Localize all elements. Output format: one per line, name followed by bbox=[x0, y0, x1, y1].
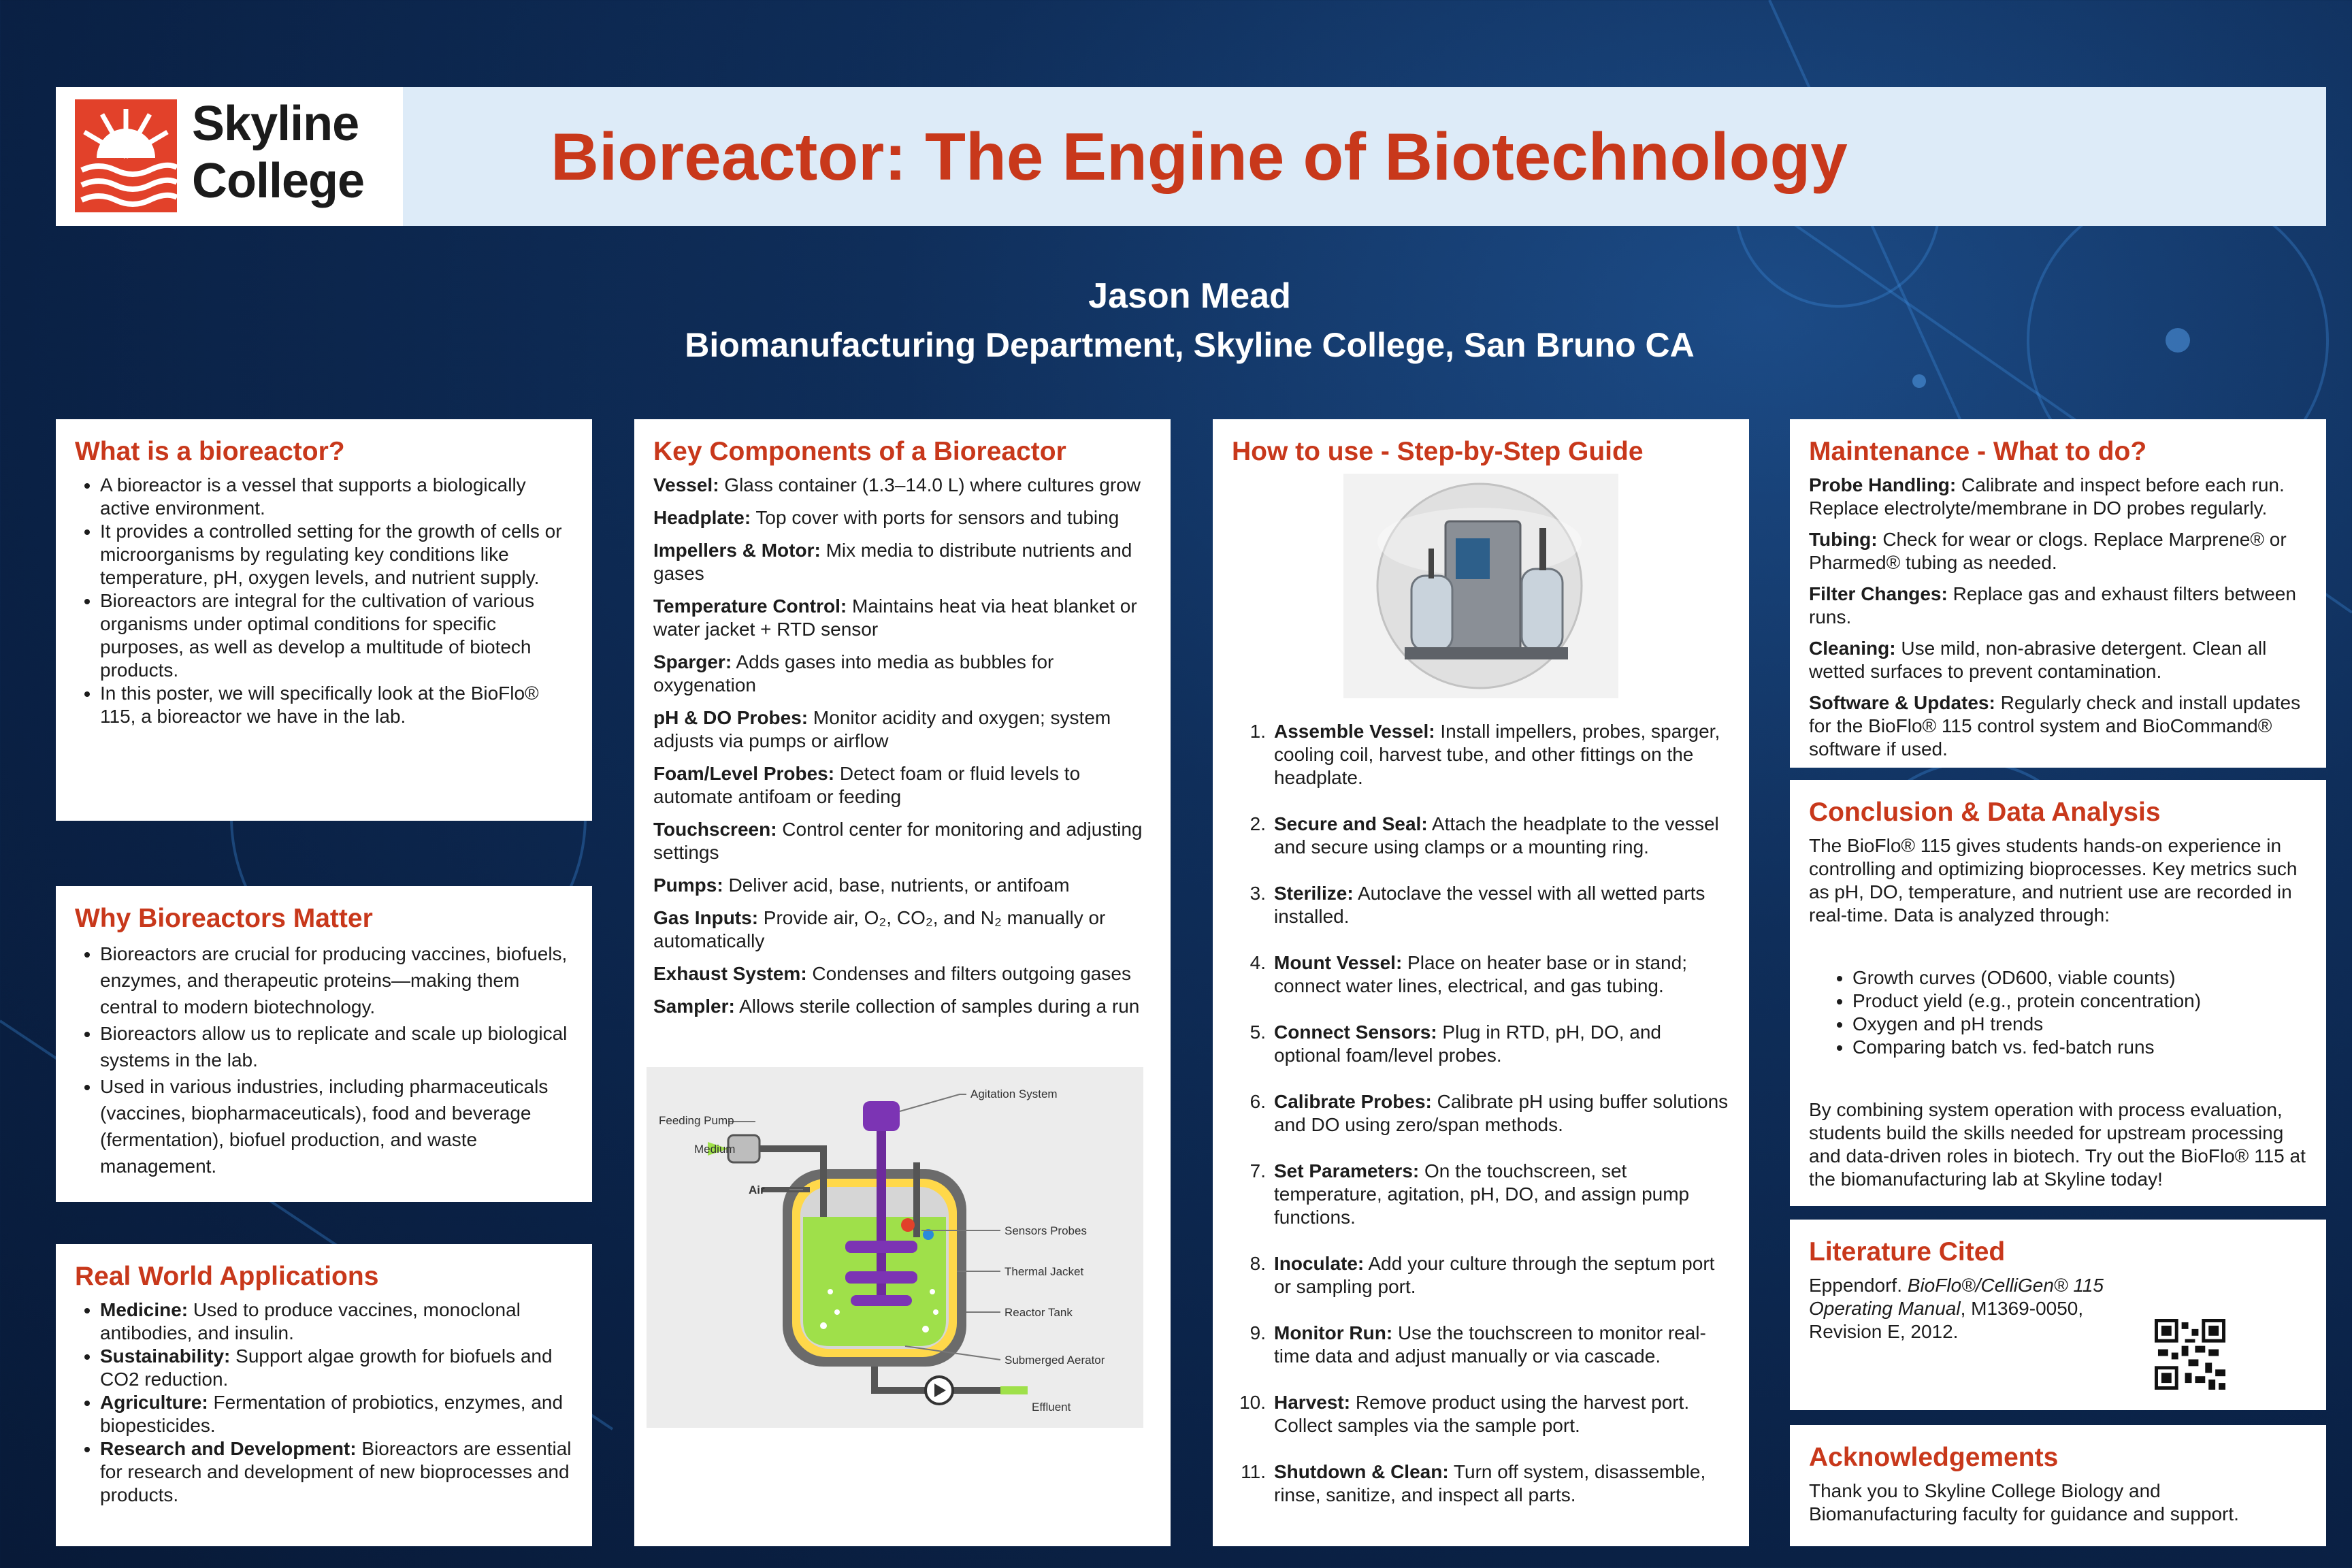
poster-title: Bioreactor: The Engine of Biotechnology bbox=[551, 118, 1848, 194]
component-item bbox=[653, 995, 1152, 1018]
acknowledgements-text: Thank you to Skyline College Biology and Biomanufacturing faculty for guidance and support. bbox=[1809, 1480, 2239, 1524]
term-text: Mix media to distribute nutrients and gases bbox=[653, 540, 1132, 584]
step-term: Monitor Run: bbox=[1274, 1322, 1393, 1343]
conclusion-panel bbox=[1790, 780, 2326, 1206]
step-text: Attach the headplate to the vessel and secure using clamps or a mounting ring. bbox=[1274, 813, 1719, 858]
list-item bbox=[100, 1298, 573, 1345]
conclusion-list bbox=[1809, 966, 2307, 1059]
step-number: 6. bbox=[1250, 1091, 1266, 1112]
conclusion-outro: By combining system operation with process evaluation, students build the skills needed for upstream processing and data-driven roles in biotech. Try out the BioFlo® 115 at the biomanufacturing lab at Skyline today! bbox=[1809, 1099, 2306, 1190]
term-text: Adds gases into media as bubbles for oxygenation bbox=[653, 651, 1054, 696]
label-feeding-pump: Feeding Pump bbox=[659, 1114, 734, 1127]
why-matter-list bbox=[75, 941, 573, 1179]
step-term: Shutdown & Clean: bbox=[1274, 1461, 1449, 1482]
step-number: 4. bbox=[1250, 952, 1266, 973]
component-item bbox=[653, 706, 1152, 753]
step-item bbox=[1232, 1021, 1730, 1067]
bioflo-device-photo bbox=[1343, 474, 1618, 698]
step-term: Connect Sensors: bbox=[1274, 1022, 1437, 1043]
list-item bbox=[100, 1345, 573, 1391]
applications-heading: Real World Applications bbox=[75, 1262, 379, 1291]
label-agitation: Agitation System bbox=[970, 1088, 1058, 1100]
term: Foam/Level Probes: bbox=[653, 763, 835, 784]
term-text: Deliver acid, base, nutrients, or antifoam bbox=[723, 875, 1070, 896]
step-text: Place on heater base or in stand; connect water lines, electrical, and gas tubing. bbox=[1274, 952, 1687, 996]
step-item bbox=[1232, 882, 1730, 928]
citation-details: , M1369-0050, Revision E, 2012. bbox=[1809, 1298, 2084, 1342]
step-term: Mount Vessel: bbox=[1274, 952, 1403, 973]
maintenance-item bbox=[1809, 637, 2307, 683]
label-air: Air bbox=[749, 1183, 765, 1196]
list-item: • In this poster, we will specifically look at the BioFlo® 115, a bioreactor we have in the lab. bbox=[100, 682, 573, 728]
term: Touchscreen: bbox=[653, 819, 777, 840]
how-to-heading: How to use - Step-by-Step Guide bbox=[1232, 437, 1644, 466]
step-term: Inoculate: bbox=[1274, 1253, 1365, 1274]
step-term: Sterilize: bbox=[1274, 883, 1354, 904]
step-number: 9. bbox=[1250, 1322, 1266, 1343]
term-text: Glass container (1.3–14.0 L) where cultures grow bbox=[719, 474, 1141, 495]
term: Headplate: bbox=[653, 507, 751, 528]
component-item bbox=[653, 506, 1152, 529]
term: Probe Handling: bbox=[1809, 474, 1957, 495]
maintenance-item bbox=[1809, 691, 2307, 761]
component-item bbox=[653, 906, 1152, 953]
maintenance-panel bbox=[1790, 419, 2326, 768]
list-item bbox=[100, 1437, 573, 1507]
list-item: • Comparing batch vs. fed-batch runs bbox=[1852, 1036, 2307, 1059]
what-is-list bbox=[75, 474, 573, 728]
step-item bbox=[1232, 1090, 1730, 1137]
step-item bbox=[1232, 1252, 1730, 1298]
step-term: Set Parameters: bbox=[1274, 1160, 1420, 1181]
term: Pumps: bbox=[653, 875, 723, 896]
step-term: Harvest: bbox=[1274, 1392, 1351, 1413]
list-item: • Bioreactors are integral for the cultivation of various organisms under optimal conditions for specific purposes, as well as develop a multitude of biotech products. bbox=[100, 589, 573, 682]
author-affiliation: Biomanufacturing Department, Skyline College, San Bruno CA bbox=[685, 326, 1695, 364]
list-item: • Bioreactors are crucial for producing vaccines, biofuels, enzymes, and therapeutic proteins—making them central to modern biotechnology. bbox=[100, 941, 573, 1020]
acknowledgements-panel bbox=[1790, 1425, 2326, 1546]
step-term: Secure and Seal: bbox=[1274, 813, 1428, 834]
step-number: 10. bbox=[1239, 1392, 1266, 1413]
term-text: Support algae growth for biofuels and CO2 reduction. bbox=[100, 1345, 553, 1390]
sunrise-logo-icon bbox=[75, 99, 177, 212]
conclusion-heading: Conclusion & Data Analysis bbox=[1809, 798, 2161, 827]
term: Sampler: bbox=[653, 996, 735, 1017]
maintenance-item bbox=[1809, 474, 2307, 520]
step-number: 2. bbox=[1250, 813, 1266, 834]
applications-panel bbox=[56, 1244, 592, 1546]
step-item bbox=[1232, 1322, 1730, 1368]
term-text: Provide air, O₂, CO₂, and N₂ manually or automatically bbox=[653, 907, 1106, 951]
literature-heading: Literature Cited bbox=[1809, 1237, 2006, 1267]
citation-title: BioFlo®/CelliGen® 115 Operating Manual bbox=[1809, 1275, 2104, 1319]
list-item: • It provides a controlled setting for the growth of cells or microorganisms by regulating key conditions like temperature, pH, oxygen levels, and nutrient supply. bbox=[100, 520, 573, 589]
term: Tubing: bbox=[1809, 529, 1878, 550]
step-text: Add your culture through the septum port or sampling port. bbox=[1274, 1253, 1715, 1297]
label-jacket: Thermal Jacket bbox=[1004, 1265, 1084, 1278]
component-item bbox=[653, 762, 1152, 808]
term-text: Regularly check and install updates for the BioFlo® 115 control system and BioCommand® software if used. bbox=[1809, 692, 2301, 760]
step-item bbox=[1232, 951, 1730, 998]
how-to-panel bbox=[1213, 419, 1749, 1546]
term: Sustainability: bbox=[100, 1345, 231, 1367]
conclusion-intro: The BioFlo® 115 gives students hands-on experience in controlling and optimizing bioprocesses. Key metrics such as pH, DO, temperature, and nutrient use are recorded in real-time. Data is analyzed through: bbox=[1809, 835, 2298, 926]
step-item bbox=[1232, 1391, 1730, 1437]
term: Research and Development: bbox=[100, 1438, 357, 1459]
step-number: 3. bbox=[1250, 883, 1266, 904]
maintenance-heading: Maintenance - What to do? bbox=[1809, 437, 2147, 466]
term: Exhaust System: bbox=[653, 963, 807, 984]
component-item bbox=[653, 651, 1152, 697]
list-item: • Used in various industries, including pharmaceuticals (vaccines, biopharmaceuticals), food and beverage (fermentation), biofuel production, and waste management. bbox=[100, 1073, 573, 1179]
step-number: 8. bbox=[1250, 1253, 1266, 1274]
term: Filter Changes: bbox=[1809, 583, 1948, 604]
term-text: Bioreactors are essential for research and development of new bioprocesses and products. bbox=[100, 1438, 572, 1505]
term-text: Allows sterile collection of samples during a run bbox=[734, 996, 1140, 1017]
term: Impellers & Motor: bbox=[653, 540, 821, 561]
step-item bbox=[1232, 1460, 1730, 1507]
bioreactor-diagram bbox=[647, 1067, 1143, 1428]
term-text: Condenses and filters outgoing gases bbox=[806, 963, 1131, 984]
maintenance-item bbox=[1809, 583, 2307, 629]
step-text: Plug in RTD, pH, DO, and optional foam/level probes. bbox=[1274, 1022, 1662, 1066]
why-matter-panel bbox=[56, 886, 592, 1202]
step-text: Install impellers, probes, sparger, cooling coil, harvest tube, and other fittings on the headplate. bbox=[1274, 721, 1720, 788]
step-text: Calibrate pH using buffer solutions and DO using zero/span methods. bbox=[1274, 1091, 1729, 1135]
term: Software & Updates: bbox=[1809, 692, 1995, 713]
component-item bbox=[653, 874, 1152, 897]
qr-code-icon[interactable] bbox=[2155, 1319, 2225, 1390]
term-text: Use mild, non-abrasive detergent. Clean all wetted surfaces to prevent contamination. bbox=[1809, 638, 2267, 682]
step-number: 7. bbox=[1250, 1160, 1266, 1181]
what-is-panel bbox=[56, 419, 592, 821]
term-text: Detect foam or fluid levels to automate antifoam or feeding bbox=[653, 763, 1081, 807]
term: Vessel: bbox=[653, 474, 719, 495]
label-effluent: Effluent bbox=[1032, 1401, 1071, 1414]
term-text: Fermentation of probiotics, enzymes, and biopesticides. bbox=[100, 1392, 564, 1436]
components-panel bbox=[634, 419, 1171, 1546]
college-logo bbox=[56, 87, 403, 226]
step-number: 11. bbox=[1241, 1461, 1266, 1482]
term-text: Monitor acidity and oxygen; system adjusts via pumps or airflow bbox=[653, 707, 1111, 751]
step-number: 1. bbox=[1250, 721, 1266, 742]
author-name: Jason Mead bbox=[1088, 276, 1291, 316]
step-text: Autoclave the vessel with all wetted parts installed. bbox=[1274, 883, 1705, 927]
step-text: Turn off system, disassemble, rinse, sanitize, and inspect all parts. bbox=[1274, 1461, 1706, 1505]
component-item bbox=[653, 818, 1152, 864]
term: Temperature Control: bbox=[653, 595, 847, 617]
term-text: Calibrate and inspect before each run. Replace electrolyte/membrane in DO probes regularly. bbox=[1809, 474, 2285, 519]
label-tank: Reactor Tank bbox=[1004, 1306, 1073, 1319]
term-text: Replace gas and exhaust filters between runs. bbox=[1809, 583, 2296, 627]
step-text: Use the touchscreen to monitor real-time data and adjust manually or via cascade. bbox=[1274, 1322, 1706, 1367]
list-item: • Oxygen and pH trends bbox=[1852, 1013, 2307, 1036]
component-item bbox=[653, 962, 1152, 985]
term-text: Top cover with ports for sensors and tubing bbox=[751, 507, 1120, 528]
term: Agriculture: bbox=[100, 1392, 208, 1413]
maintenance-item bbox=[1809, 528, 2307, 574]
list-item: • A bioreactor is a vessel that supports a biologically active environment. bbox=[100, 474, 573, 520]
citation-author: Eppendorf. bbox=[1809, 1275, 1908, 1296]
term-text: Control center for monitoring and adjusting settings bbox=[653, 819, 1143, 863]
literature-panel bbox=[1790, 1220, 2326, 1410]
term-text: Used to produce vaccines, monoclonal antibodies, and insulin. bbox=[100, 1299, 521, 1343]
step-term: Assemble Vessel: bbox=[1274, 721, 1435, 742]
term: pH & DO Probes: bbox=[653, 707, 808, 728]
component-item bbox=[653, 539, 1152, 585]
why-matter-heading: Why Bioreactors Matter bbox=[75, 904, 373, 933]
term-text: Check for wear or clogs. Replace Marprene® or Pharmed® tubing as needed. bbox=[1809, 529, 2287, 573]
label-sensors: Sensors Probes bbox=[1004, 1224, 1087, 1237]
step-list bbox=[1232, 720, 1730, 1507]
components-heading: Key Components of a Bioreactor bbox=[653, 437, 1066, 466]
logo-line-2: College bbox=[192, 154, 365, 208]
label-aerator: Submerged Aerator bbox=[1004, 1354, 1105, 1367]
step-item bbox=[1232, 1160, 1730, 1229]
label-medium: Medium bbox=[694, 1143, 736, 1156]
acknowledgements-heading: Acknowledgements bbox=[1809, 1443, 2059, 1472]
step-number: 5. bbox=[1250, 1022, 1266, 1043]
term: Medicine: bbox=[100, 1299, 189, 1320]
what-is-heading: What is a bioreactor? bbox=[75, 437, 345, 466]
step-item bbox=[1232, 813, 1730, 859]
list-item: • Product yield (e.g., protein concentration) bbox=[1852, 990, 2307, 1013]
applications-list bbox=[75, 1298, 573, 1507]
step-term: Calibrate Probes: bbox=[1274, 1091, 1432, 1112]
logo-wordmark bbox=[192, 95, 364, 210]
term: Gas Inputs: bbox=[653, 907, 759, 928]
term-text: Maintains heat via heat blanket or water jacket + RTD sensor bbox=[653, 595, 1137, 640]
term: Sparger: bbox=[653, 651, 732, 672]
logo-line-1: Skyline bbox=[192, 97, 359, 151]
list-item: • Growth curves (OD600, viable counts) bbox=[1852, 966, 2307, 990]
step-item bbox=[1232, 720, 1730, 789]
citation bbox=[1809, 1274, 2149, 1343]
term: Cleaning: bbox=[1809, 638, 1896, 659]
step-text: On the touchscreen, set temperature, agitation, pH, DO, and assign pump functions. bbox=[1274, 1160, 1690, 1228]
list-item bbox=[100, 1391, 573, 1437]
step-text: Remove product using the harvest port. Collect samples via the sample port. bbox=[1274, 1392, 1690, 1436]
component-item bbox=[653, 474, 1152, 497]
list-item: • Bioreactors allow us to replicate and scale up biological systems in the lab. bbox=[100, 1020, 573, 1073]
component-item bbox=[653, 595, 1152, 641]
